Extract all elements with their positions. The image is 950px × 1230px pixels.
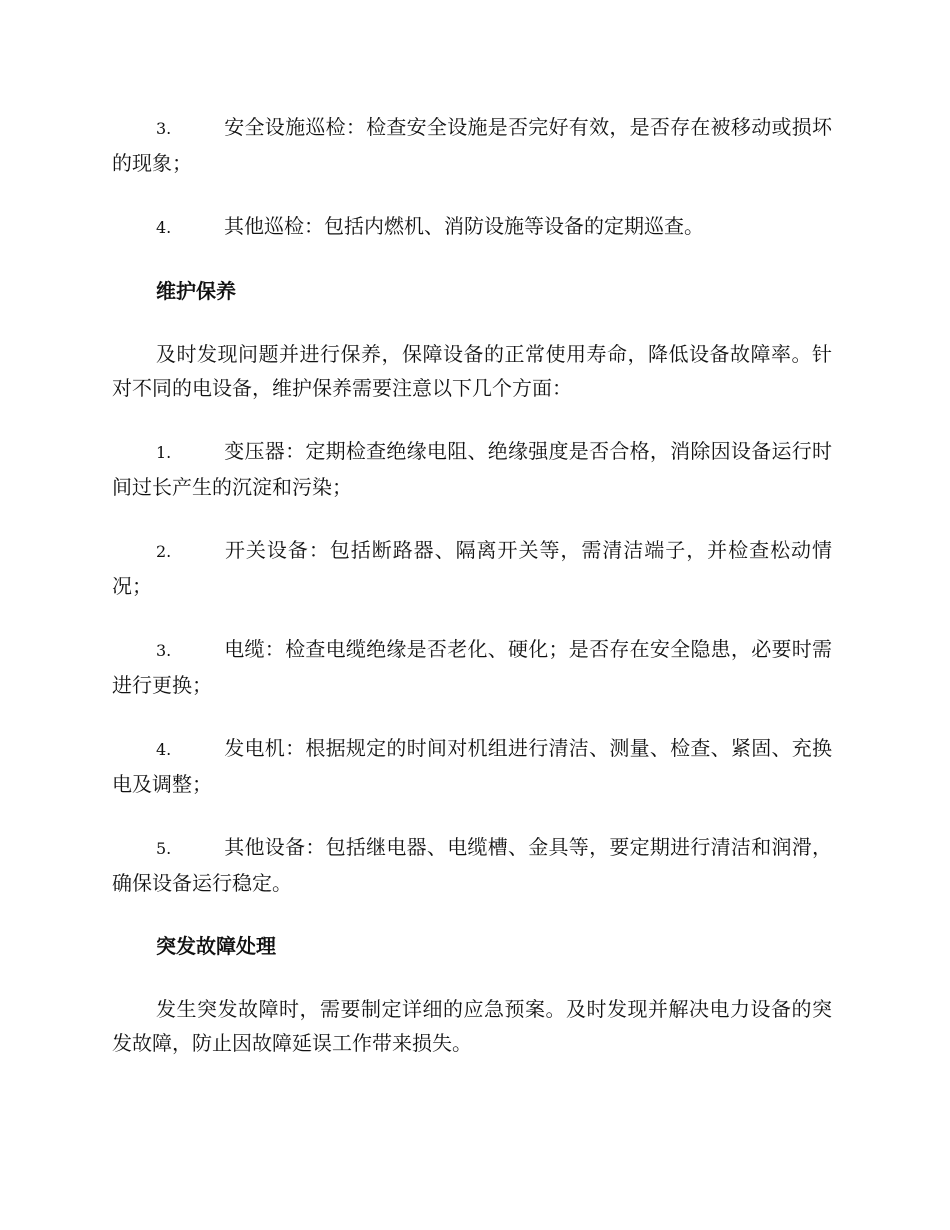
list-text: 其他设备：包括继电器、电缆槽、金具等，要定期进行清洁和润滑，确保设备运行稳定。	[112, 835, 832, 895]
document-page	[112, 110, 832, 1089]
list-item-cable	[112, 632, 832, 702]
list-text: 变压器：定期检查绝缘电阻、绝缘强度是否合格，消除因设备运行时间过长产生的沉淀和污染；	[112, 439, 832, 499]
list-item-switchgear	[112, 533, 832, 603]
list-item-other-inspection	[112, 209, 832, 245]
list-number: 5.	[156, 839, 172, 858]
list-text: 安全设施巡检：检查安全设施是否完好有效，是否存在被移动或损坏的现象；	[112, 115, 832, 175]
list-item-other-equipment	[112, 830, 832, 900]
list-number: 4.	[156, 740, 172, 759]
list-number: 3.	[156, 119, 172, 138]
list-text: 开关设备：包括断路器、隔离开关等，需清洁端子，并检查松动情况；	[112, 538, 832, 598]
list-text: 其他巡检：包括内燃机、消防设施等设备的定期巡查。	[224, 214, 704, 238]
list-item-transformer	[112, 434, 832, 504]
list-number: 1.	[156, 443, 172, 462]
paragraph-emergency: 发生突发故障时，需要制定详细的应急预案。及时发现并解决电力设备的突发故障，防止因故障延误工作带来损失。	[112, 997, 832, 1055]
list-item-safety-inspection	[112, 110, 832, 180]
section-heading-maintenance: 维护保养	[156, 279, 236, 303]
list-number: 4.	[156, 218, 172, 237]
list-text: 发电机：根据规定的时间对机组进行清洁、测量、检查、紧固、充换电及调整；	[112, 736, 832, 796]
list-text: 电缆：检查电缆绝缘是否老化、硬化；是否存在安全隐患，必要时需进行更换；	[112, 637, 832, 697]
list-number: 3.	[156, 641, 172, 660]
list-number: 2.	[156, 542, 172, 561]
section-heading-emergency: 突发故障处理	[156, 934, 276, 958]
list-item-generator	[112, 731, 832, 801]
paragraph-maintenance: 及时发现问题并进行保养，保障设备的正常使用寿命，降低设备故障率。针对不同的电设备，维护保养需要注意以下几个方面：	[112, 342, 832, 400]
